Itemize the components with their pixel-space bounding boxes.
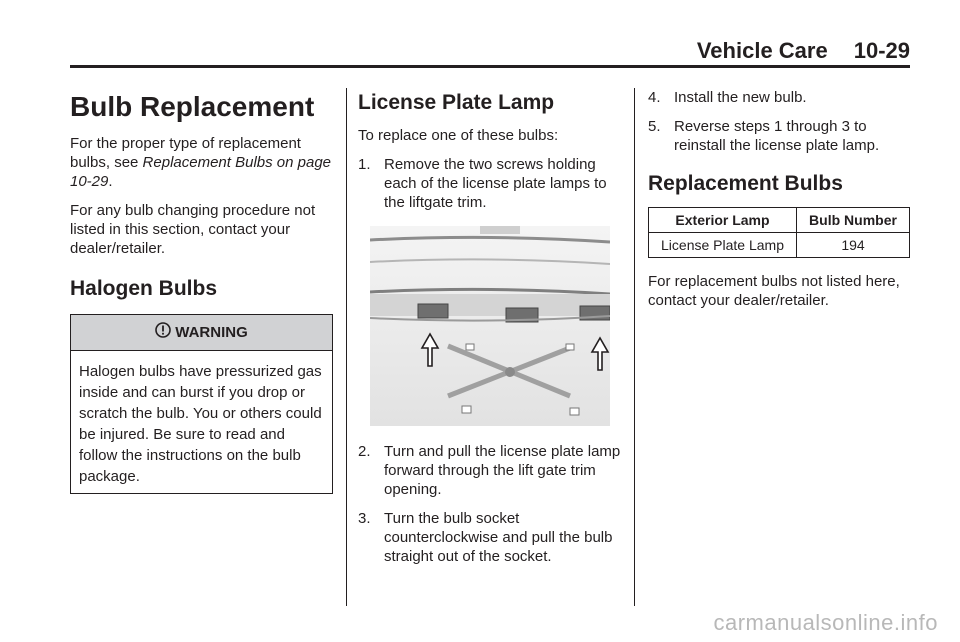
list-item: 2. Turn and pull the license plate lamp forward through the lift gate trim opening. (358, 443, 621, 498)
section-title: Vehicle Care (696, 38, 828, 63)
column-3 (648, 88, 912, 320)
table-row (649, 233, 910, 258)
list-item: 4. Install the new bulb. (648, 89, 807, 106)
list-item: 3. Turn the bulb socket counterclockwise and pull the bulb straight out of the socket. (358, 510, 613, 565)
watermark: carmanualsonline.info (713, 610, 938, 635)
page-number: 10-29 (853, 38, 910, 63)
table-cell-lamp: License Plate Lamp (649, 233, 797, 258)
bulb-table (648, 207, 910, 258)
table-note: For replacement bulbs not listed here, contact your dealer/retailer. (648, 273, 900, 309)
table-header-lamp: Exterior Lamp (649, 208, 797, 233)
list-item: 1. Remove the two screws holding each of the license plate lamps to the liftgate trim. (358, 156, 607, 211)
warning-box (70, 314, 333, 494)
warning-header (71, 315, 332, 351)
cross-reference: Replacement Bulbs on page 10-29 (70, 154, 332, 190)
steps-intro: To replace one of these bulbs: (358, 127, 559, 144)
license-plate-lamp-illustration (370, 226, 610, 426)
column-divider-2 (634, 88, 635, 606)
steps-list-a (358, 155, 624, 212)
warning-icon (155, 322, 171, 343)
steps-list-c (648, 88, 912, 155)
column-2 (358, 88, 624, 576)
intro-paragraph: For the proper type of replacement bulbs, see Replacement Bulbs on page 10-29. (70, 135, 332, 190)
contact-paragraph: For any bulb changing procedure not listed in this section, contact your dealer/retailer. (70, 202, 316, 257)
page-header (70, 38, 910, 68)
table-header-number: Bulb Number (797, 208, 910, 233)
list-item: 5. Reverse steps 1 through 3 to reinstall the license plate lamp. (648, 118, 880, 154)
table-cell-number: 194 (797, 233, 910, 258)
page-title: Bulb Replacement (70, 91, 315, 122)
header-rule (70, 65, 910, 68)
license-plate-heading: License Plate Lamp (358, 91, 555, 114)
column-divider-1 (346, 88, 347, 606)
column-1 (70, 88, 336, 494)
table-header-row (649, 208, 910, 233)
steps-list-b (358, 442, 624, 566)
replacement-bulbs-heading: Replacement Bulbs (648, 172, 843, 195)
warning-label: WARNING (175, 324, 248, 341)
halogen-heading: Halogen Bulbs (70, 277, 218, 300)
warning-text: Halogen bulbs have pressurized gas inside and can burst if you drop or scratch the bulb. You or others could be injured. Be sure to read and follow the instructions on the bulb package. (79, 363, 322, 485)
